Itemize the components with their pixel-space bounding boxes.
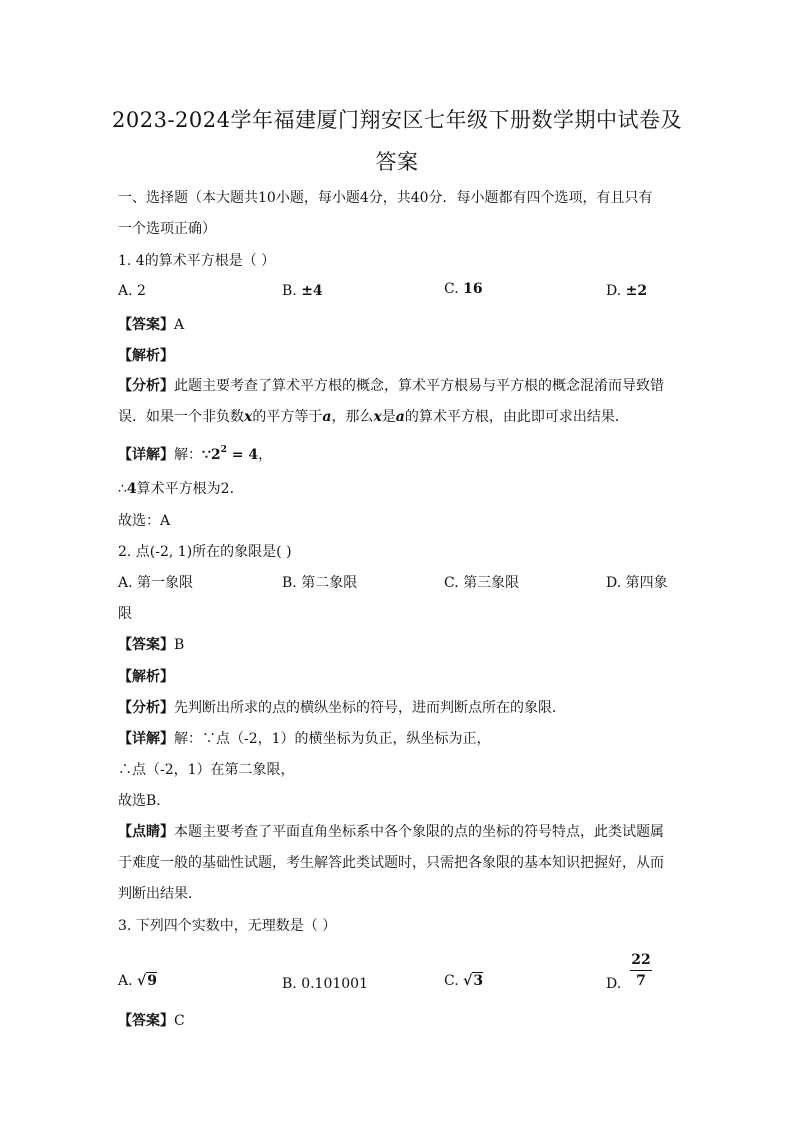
q2-detail-conclusion: ∴点（-2，1）在第二象限， bbox=[118, 762, 295, 778]
document-title-line1: 2023-2024学年福建厦门翔安区七年级下册数学期中试卷及 bbox=[112, 108, 682, 132]
q3-stem: 3. 下列四个实数中，无理数是（ ） bbox=[118, 918, 337, 934]
q1-option-a: A. 2 bbox=[118, 283, 146, 299]
q1-analysis-line2: 误．如果一个非负数x的平方等于a，那么x是a的算术平方根，由此即可求出结果． bbox=[118, 409, 629, 425]
q1-stem: 1. 4的算术平方根是（ ） bbox=[118, 253, 276, 269]
q2-choice: 故选B． bbox=[118, 793, 171, 809]
q3-answer: 【答案】C bbox=[118, 1013, 185, 1029]
q2-answer: 【答案】B bbox=[118, 637, 185, 653]
q2-option-c: C. 第三象限 bbox=[444, 575, 520, 591]
section-heading-cont: 一个选项正确） bbox=[118, 221, 216, 237]
q2-comment-line1: 【点睛】本题主要考查了平面直角坐标系中各个象限的点的坐标的符号特点，此类试题属 bbox=[118, 824, 664, 840]
q2-analysis: 【分析】先判断出所求的点的横纵坐标的符号，进而判断点所在的象限． bbox=[118, 700, 566, 716]
q3-option-b: B. 0.101001 bbox=[282, 976, 368, 992]
q3-option-c: C. √3 bbox=[444, 973, 484, 989]
q2-option-b: B. 第二象限 bbox=[282, 575, 358, 591]
q1-option-d: D. ±2 bbox=[606, 283, 648, 299]
q1-answer: 【答案】A bbox=[118, 317, 185, 333]
q1-option-b: B. ±4 bbox=[282, 283, 323, 299]
q1-detail-conclusion: ∴4算术平方根为2． bbox=[118, 481, 244, 497]
q2-option-d-wrap: 限 bbox=[118, 606, 132, 622]
q2-stem: 2. 点(-2, 1)所在的象限是( ) bbox=[118, 544, 292, 560]
q2-detail: 【详解】解：∵点（-2，1）的横坐标为负正，纵坐标为正， bbox=[118, 731, 491, 747]
q2-option-a: A. 第一象限 bbox=[118, 575, 194, 591]
q1-choice: 故选：A bbox=[118, 513, 171, 529]
q1-analysis-line1: 【分析】此题主要考查了算术平方根的概念，算术平方根易与平方根的概念混淆而导致错 bbox=[118, 378, 664, 394]
q1-analysis-heading: 【解析】 bbox=[118, 348, 174, 364]
q3-option-d-label: D. bbox=[606, 976, 622, 992]
q2-option-d: D. 第四象 bbox=[606, 575, 668, 591]
sqrt-symbol: √3 bbox=[463, 973, 484, 989]
q2-comment-line2: 于难度一般的基础性试题，考生解答此类试题时，只需把各象限的基本知识把握好，从而 bbox=[118, 855, 664, 871]
q2-comment-line3: 判断出结果． bbox=[118, 886, 202, 902]
q3-option-a: A. √9 bbox=[118, 973, 157, 989]
q3-option-d-fraction: 22 7 bbox=[631, 952, 651, 989]
q1-option-c: C. 16 bbox=[444, 281, 483, 297]
q2-analysis-heading: 【解析】 bbox=[118, 669, 174, 685]
sqrt-symbol: √9 bbox=[137, 973, 157, 989]
q1-detail: 【详解】解：$\because 2^2 = 4$， bbox=[118, 445, 273, 463]
document-title-line2: 答案 bbox=[375, 150, 419, 174]
section-heading: 一、选择题（本大题共10小题，每小题4分，共40分．每小题都有四个选项，有且只有 bbox=[118, 190, 653, 206]
